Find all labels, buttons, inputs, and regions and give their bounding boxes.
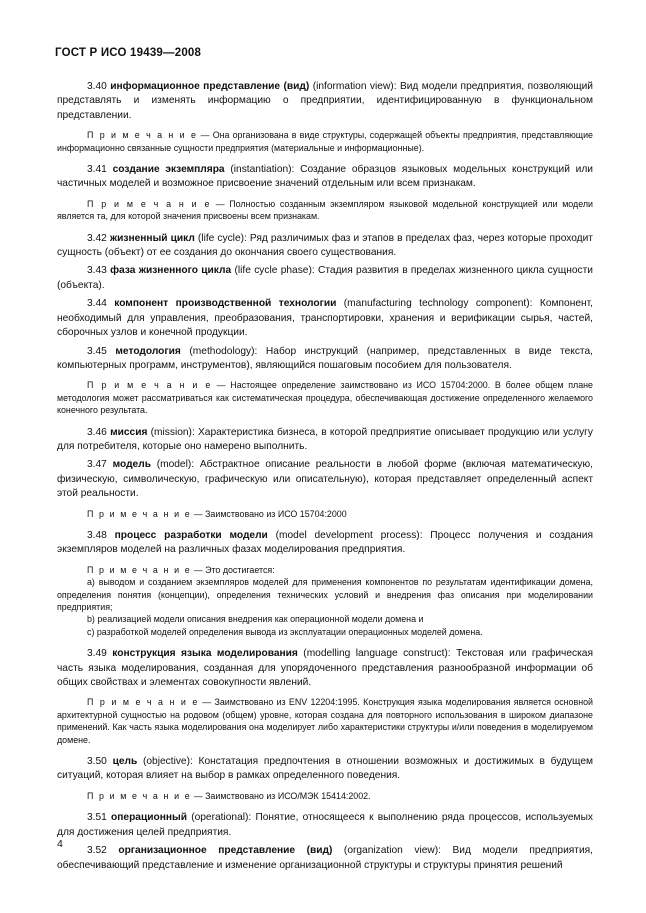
term: фаза жизненного цикла: [110, 265, 232, 277]
definition-3-44: 3.44 компонент производственной технологии (manufacturing technology component): Компонент, необходимый для управления, преобразования, транспортировки, хранения и верификации сырья, частей, сборочных узлов и конечной продукции.: [57, 298, 593, 339]
term: цель: [112, 756, 138, 768]
term: методология: [115, 345, 181, 357]
term: создание экземпляра: [112, 164, 225, 176]
definition-3-45: 3.45 методология (methodology): Набор инструкций (например, представленных в виде текста, компьютерных программ, инструментов), являющийся пошаговым пособием для пользователя.: [57, 345, 593, 371]
note-3-50: П р и м е ч а н и е — Заимствовано из ИСО/МЭК 15414:2002.: [87, 790, 371, 801]
definition-3-43: 3.43 фаза жизненного цикла (life cycle phase): Стадия развития в пределах жизненного цикла сущности (объекта).: [57, 265, 593, 291]
note-3-49: П р и м е ч а н и е — Заимствовано из ENV 12204:1995. Конструкция языка моделирования является основной архитектурной сущностью на родовом (общем) уровне, которая создана для повторного использования в широком диапазоне применений. Как часть языка моделирования она моделирует либо характеристики структуры и/или поведения в моделируемом домене.: [57, 697, 593, 745]
term: операционный: [111, 812, 187, 824]
list-item: с) разработкой моделей определения вывода из эксплуатации операционных моделей домена.: [87, 626, 483, 637]
page-number: 4: [57, 838, 63, 850]
term: процесс разработки модели: [114, 529, 268, 541]
list-item: а) выводом и созданием экземпляров моделей для применения компонентов по результатам идентификации домена, определения понятия (концепции), определения технических условий и внедрения фаз описания при моделировании предприятия;: [57, 577, 593, 612]
note-3-41: П р и м е ч а н и е — Полностью созданным экземпляром языковой модельной конструкцией или модели является та, для которой значения присвоены всем признакам.: [57, 198, 593, 222]
note-3-40: П р и м е ч а н и е — Она организована в виде структуры, содержащей объекты предприятия, представляющие информационно связанные сущности предприятия (материальные и информационные).: [57, 130, 593, 153]
definition-3-41: 3.41 создание экземпляра (instantiation): Создание образцов языковых модельных конструкций или частичных моделей и возможное присвоение значений отдельным или всем признакам.: [57, 164, 593, 190]
document-body: [57, 80, 593, 877]
note-3-45: П р и м е ч а н и е — Настоящее определение заимствовано из ИСО 15704:2000. В более общем плане методология может рассматриваться как систематическая процедура, обеспечивающая достижение определенного желаемого конечного результата.: [57, 380, 593, 416]
term: компонент производственной технологии: [114, 298, 337, 310]
definition-3-50: 3.50 цель (objective): Констатация предпочтения в отношении возможных и достижимых в будущем ситуаций, которая влияет на выбор в рамках определенного поведения.: [57, 756, 593, 782]
list-item: b) реализацией модели описания внедрения как операционной модели домена и: [87, 614, 424, 625]
definition-3-42: 3.42 жизненный цикл (life cycle): Ряд различимых фаз и этапов в пределах фаз, через которые проходит сущность (объект) от ее создания до окончания своего существования.: [57, 232, 593, 259]
term: жизненный цикл: [109, 232, 195, 244]
document-header: ГОСТ Р ИСО 19439—2008: [55, 47, 202, 59]
definition-3-48: 3.48 процесс разработки модели (model development process): Процесс получения и создания экземпляров моделей на различных фазах моделирования предприятия.: [57, 529, 593, 556]
note-3-48: П р и м е ч а н и е — Это достигается: а) выводом и созданием экземпляров моделей для применения компонентов по результатам идентификации домена, определения понятия (концепции), определения технических условий и внедрения фаз описания при моделировании предприятия; b) реализацией модели описания внедрения как операционной модели домена и с) разработкой моделей определения вывода из эксплуатации операционных моделей домена.: [57, 564, 593, 637]
term: модель: [112, 459, 151, 471]
definition-3-47: 3.47 модель (model): Абстрактное описание реальности в любой форме (включая математическую, физическую, символическую, графическую или описательную), которая представляет определенный аспект этой реальности.: [57, 459, 593, 500]
definition-3-49: 3.49 конструкция языка моделирования (modelling language construct): Текстовая или графическая часть языка моделирования, созданная для упорядоченного представления разнообразной информации об общих свойствах и элементах совокупности явлений.: [57, 648, 593, 689]
definition-3-51: 3.51 операционный (operational): Понятие, относящееся к выполнению ряда процессов, используемых для достижения целей предприятия.: [57, 812, 593, 838]
term: конструкция языка моделирования: [112, 648, 298, 660]
term: миссия: [110, 426, 148, 438]
definition-3-46: 3.46 миссия (mission): Характеристика бизнеса, в которой предприятие описывает продукцию или услугу для потребителя, которые оно намерено выполнить.: [57, 426, 593, 452]
note-3-47: П р и м е ч а н и е — Заимствовано из ИСО 15704:2000: [87, 508, 347, 519]
definition-3-40: 3.40 информационное представление (вид) (information view): Вид модели предприятия, позволяющий представлять и изменять информацию о предприятии, идентифицированную в функциональном представлении.: [57, 81, 593, 121]
term: информационное представление (вид): [110, 81, 310, 92]
term: организационное представление (вид): [118, 845, 333, 857]
definition-3-52: 3.52 организационное представление (вид) (organization view): Вид модели предприятия, обеспечивающий представление и изменение организационной структуры и структуры принятия решений: [57, 845, 593, 871]
